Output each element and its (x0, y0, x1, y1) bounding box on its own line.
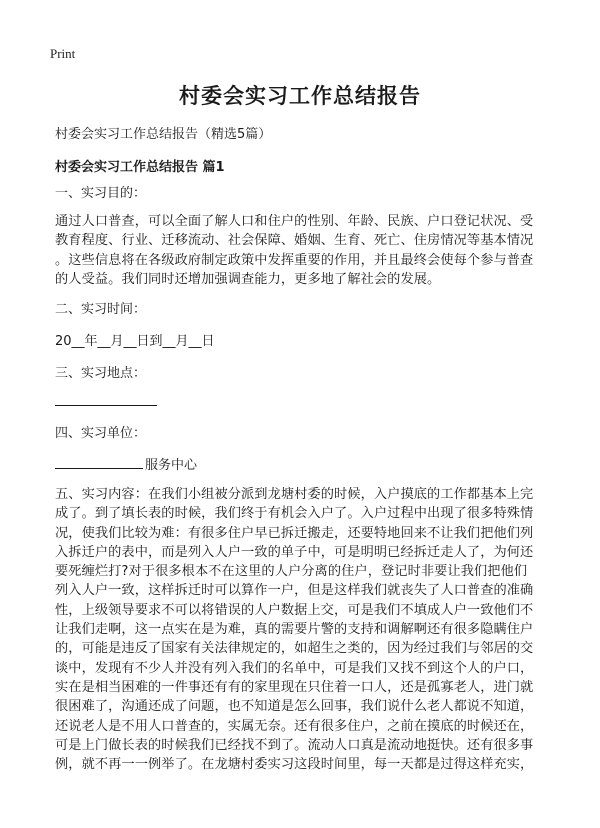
paragraph-line: 列入人户一致，这样拆迁时可以算作一户，但是这样我们就丧失了人口普查的准确 (55, 583, 534, 599)
document-title: 村委会实习工作总结报告 (179, 84, 421, 108)
unit-blank-line (55, 455, 143, 469)
purpose-paragraph (55, 212, 549, 289)
paragraph-line: 性，上级领导要求不可以将错误的人户数据上交，可是我们不填成人户一致他们不 (55, 602, 534, 618)
paragraph-line: 实在是相当困难的一件事还有有的家里现在只住着一口人，还是孤寡老人，进门就 (55, 679, 534, 695)
unit-heading: 四、实习单位： (55, 426, 147, 441)
place-blank-line (55, 405, 157, 406)
unit-value (55, 454, 197, 473)
paragraph-line: 例，就不再一一例举了。在龙塘村委实习这段时间里，每一天都是过得这样充实， (55, 757, 534, 773)
paragraph-line: 成了。到了填长表的时候，我们终于有机会入户了。入户过程中出现了很多特殊情 (55, 506, 534, 522)
paragraph-line: 五、实习内容：在我们小组被分派到龙塘村委的时候，入户摸底的工作都基本上完 (55, 487, 534, 502)
document-subtitle: 村委会实习工作总结报告（精选5篇） (55, 127, 272, 142)
paragraph-line: 教育程度、行业、迁移流动、社会保障、婚姻、生育、死亡、住房情况等基本情况 (55, 233, 534, 249)
paragraph-line: 入拆迁户的表中，而是列入人户一致的单子中，可是明明已经拆迁走人了，为何还 (55, 544, 534, 560)
unit-suffix: 服务中心 (145, 458, 198, 473)
paragraph-line: 的人受益。我们同时还增加强调查能力，更多地了解社会的发展。 (55, 271, 441, 287)
section-heading: 村委会实习工作总结报告 篇1 (55, 160, 225, 175)
paragraph-line: 还说老人是不用人口普查的，实属无奈。还有很多住户，之前在摸底的时候还在， (55, 718, 534, 734)
time-value: 20__年__月__日到__月__日 (55, 334, 215, 349)
paragraph-line: 很困难了，沟通还成了问题，也不知道是怎么回事，我们说什么老人都说不知道， (55, 699, 534, 715)
paragraph-line: 通过人口普查，可以全面了解人口和住户的性别、年龄、民族、户口登记状况、受 (55, 214, 534, 229)
paragraph-line: 况，使我们比较为难：有很多住户早已拆迁搬走，还要特地回来不让我们把他们列 (55, 525, 534, 541)
paragraph-line: 让我们走啊，这一点实在是为难，真的需要片警的支持和调解啊还有很多隐瞒住户 (55, 622, 534, 638)
time-heading: 二、实习时间： (55, 302, 147, 317)
place-heading: 三、实习地点： (55, 366, 147, 381)
content-paragraph (55, 485, 549, 774)
paragraph-line: 谈中，发现有不少人并没有列入我们的名单中，可是我们又找不到这个人的户口， (55, 660, 534, 676)
paragraph-line: 的，可能是违反了国家有关法律规定的，如超生之类的，因为经过我们与邻居的交 (55, 641, 534, 657)
paragraph-line: 要死缠烂打?对于很多根本不在这里的人户分离的住户，登记时非要让我们把他们 (55, 564, 528, 580)
paragraph-line: 可是上门做长表的时候我们已经找不到了。流动人口真是流动地挺快。还有很多事 (55, 737, 534, 753)
print-link[interactable]: Print (50, 46, 76, 61)
purpose-heading: 一、实习目的： (55, 186, 147, 201)
paragraph-line: 。这些信息将在各级政府制定政策中发挥重要的作用，并且最终会使每个参与普查 (55, 252, 534, 268)
